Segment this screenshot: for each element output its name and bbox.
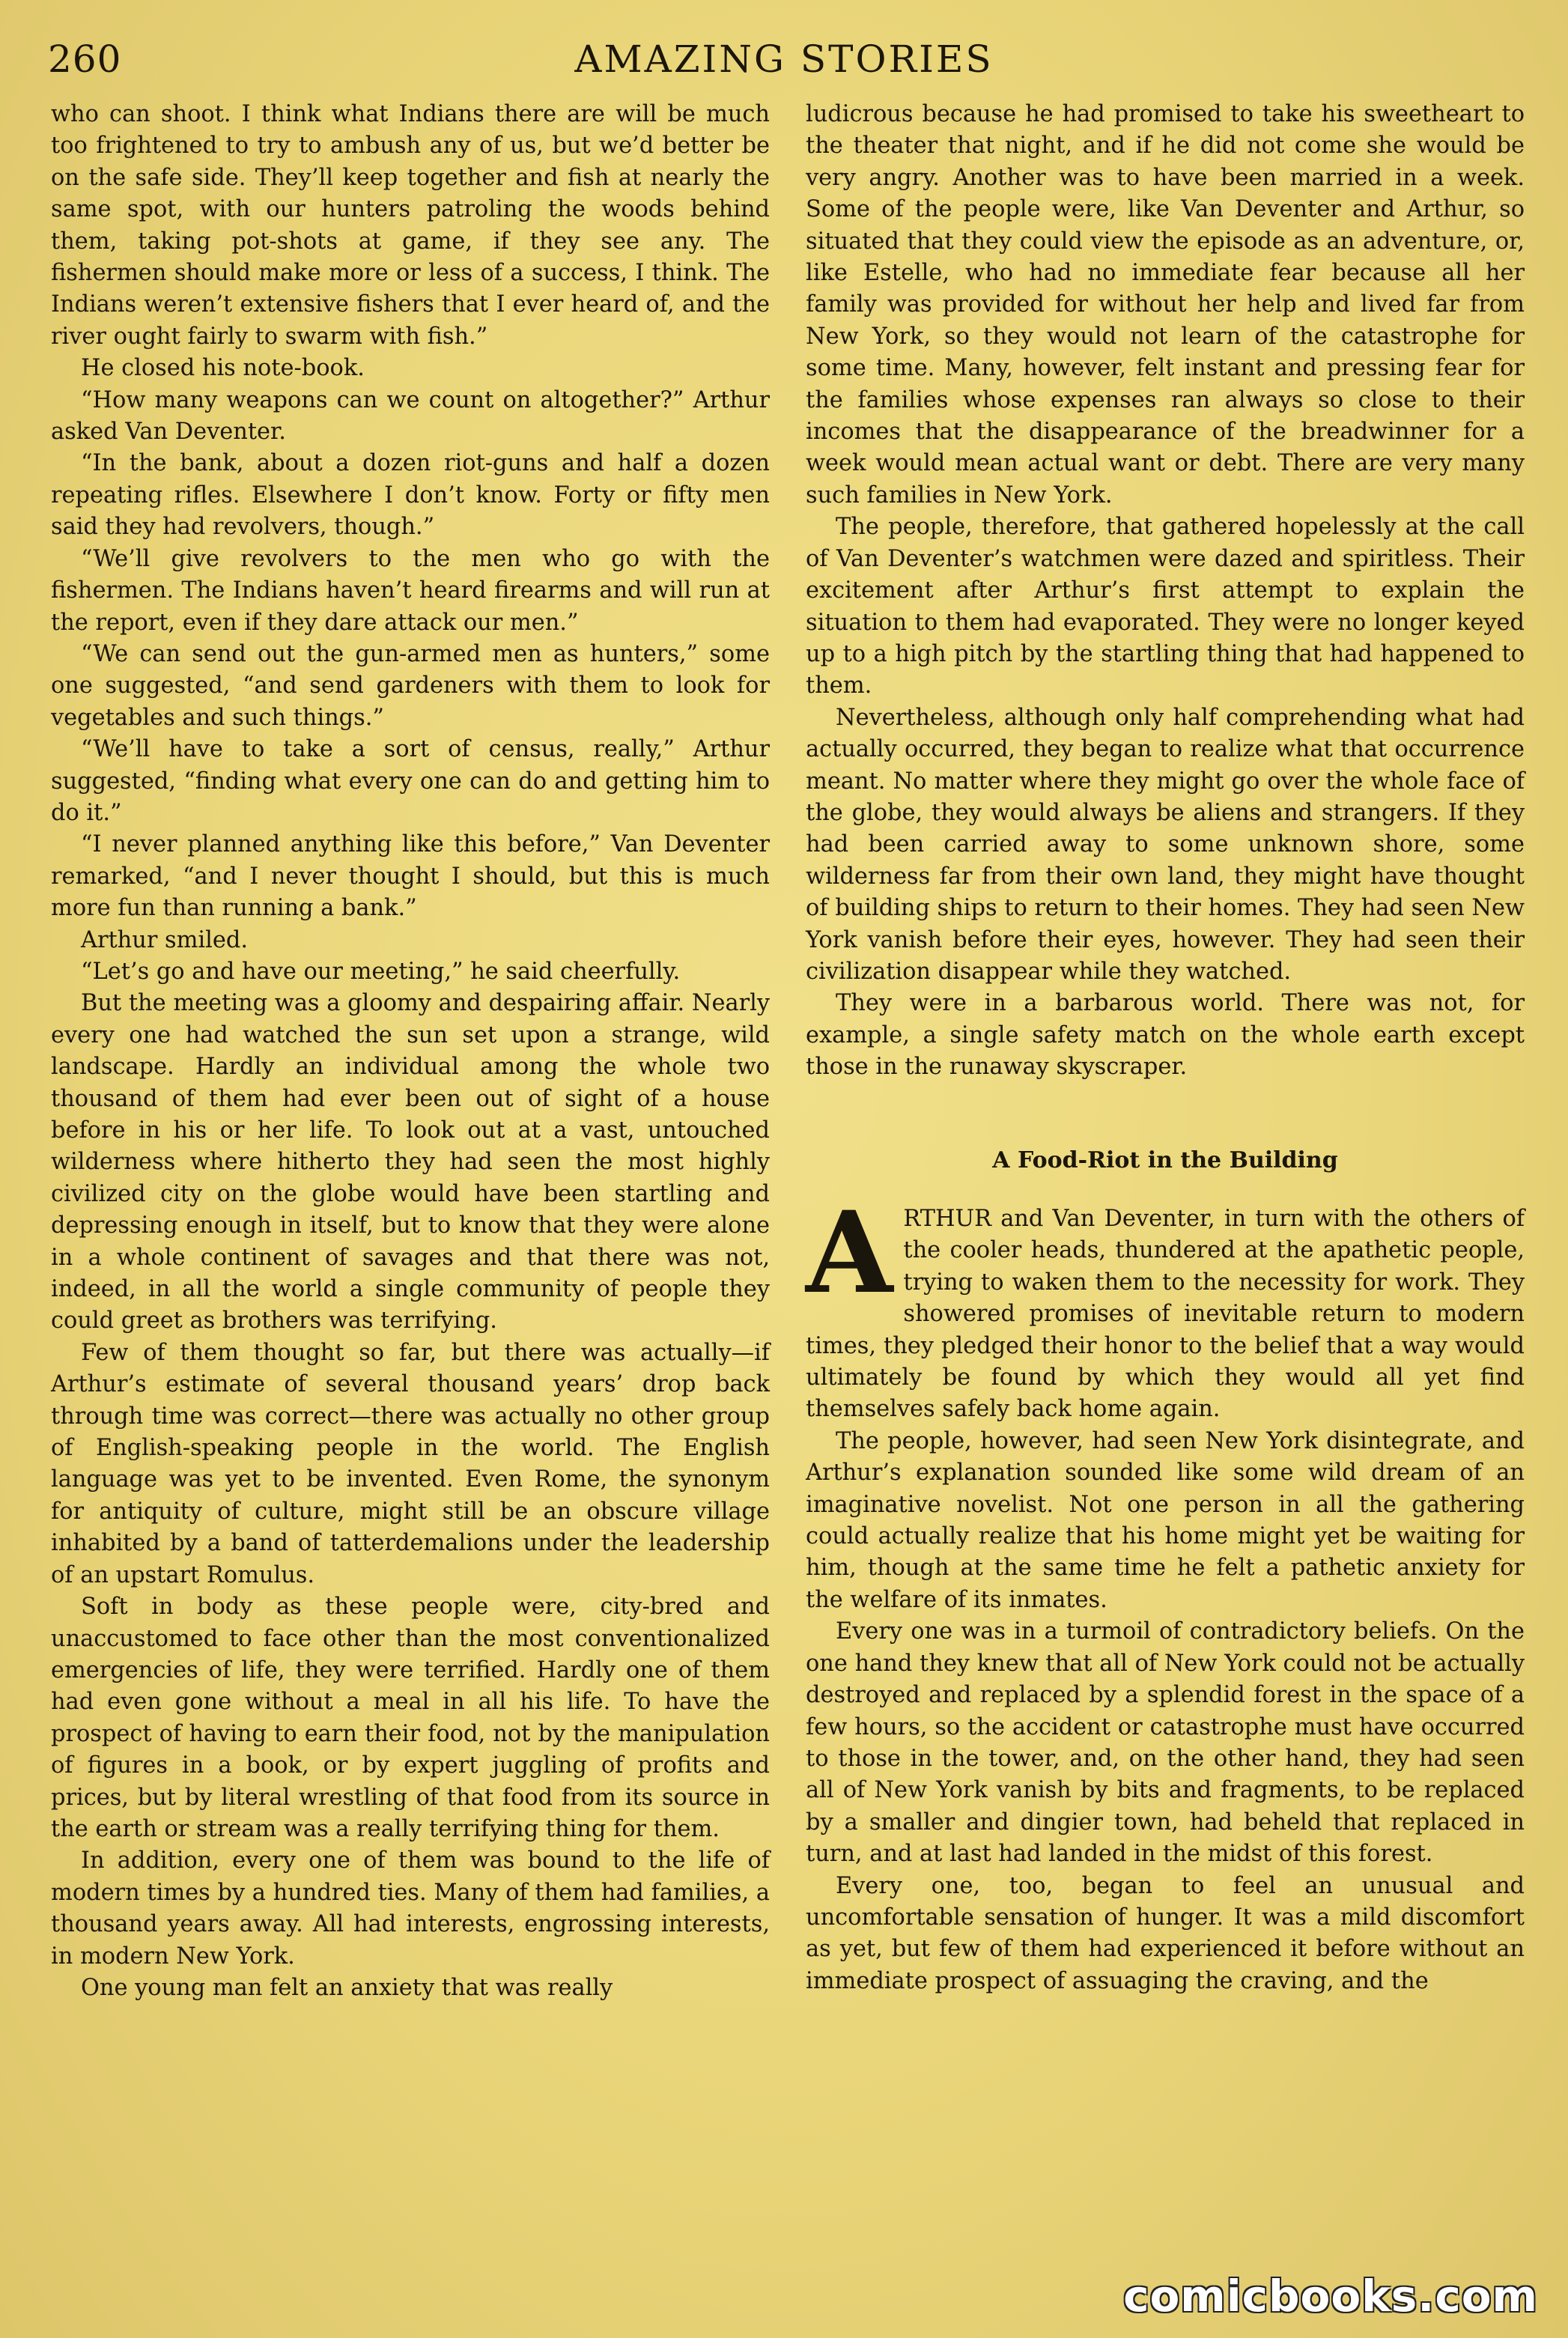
paragraph: “We can send out the gun-armed men as hunters,” some one suggested, “and send gardeners with them to look for vegetables and such things.” bbox=[51, 640, 770, 731]
page-number: 260 bbox=[48, 37, 122, 81]
section-heading: A Food-Riot in the Building bbox=[992, 1147, 1338, 1173]
paragraph: They were in a barbarous world. There was not, for example, a single safety match on the whole earth except those in the runaway skyscraper. bbox=[806, 990, 1525, 1081]
paragraph: “We’ll have to take a sort of census, really,” Arthur suggested, “finding what every one can do and getting him to do it.” bbox=[51, 736, 770, 826]
paragraph: The people, therefore, that gathered hopelessly at the call of Van Deventer’s watchmen were dazed and spiritless. Their excitement after Arthur’s first attempt to explain the situation to them had evaporated. They were no longer keyed up to a high pitch by the startling thing that had happened to them. bbox=[806, 514, 1525, 699]
paragraph: who can shoot. I think what Indians there are will be much too frightened to try to ambush any of us, but we’d better be on the safe side. They’ll keep together and fish at nearly the same spot, with our hunters patroling the woods behind them, taking pot-shots at game, if they see any. The fishermen should make more or less of a success, I think. The Indians weren’t extensive fishers that I ever heard of, and the river ought fairly to swarm with fish.” bbox=[51, 101, 770, 350]
paragraph: “I never planned anything like this before,” Van Deventer remarked, “and I never thought I should, but this is much more fun than running a bank.” bbox=[51, 831, 770, 922]
paragraph: In addition, every one of them was bound to the life of modern times by a hundred ties. Many of them had families, a thousand years away. All had interests, engrossing interests, in modern New York. bbox=[51, 1847, 770, 1970]
right-column bbox=[806, 99, 1525, 1997]
paragraph: Nevertheless, although only half comprehending what had actually occurred, they began to realize what that occurrence meant. No matter where they might go over the whole face of the globe, they would always be aliens and strangers. If they had been carried away to some unknown shore, some wilderness far from their own land, they might have thought of building ships to return to their homes. They had seen New York vanish before their eyes, however. They had seen their civilization disappear while they watched. bbox=[806, 704, 1525, 985]
left-column bbox=[51, 99, 770, 2004]
paragraph: “Let’s go and have our meeting,” he said cheerfully. bbox=[81, 958, 681, 985]
paragraph: But the meeting was a gloomy and despairing affair. Nearly every one had watched the sun set upon a strange, wild landscape. Hardly an individual among the whole two thousand of them had ever been out of sight of a house before in his or her life. To look out at a vast, untouched wilderness where hitherto they had seen the most highly civilized city on the globe would have been startling and depressing enough in itself, but to know that they were alone in a whole continent of savages and that there was not, indeed, in all the world a single community of people they could greet as brothers was terrifying. bbox=[51, 990, 770, 1335]
drop-cap: A bbox=[806, 1187, 893, 1319]
paragraph: ludicrous because he had promised to take his sweetheart to the theater that night, and if he did not come she would be very angry. Another was to have been married in a week. Some of the people were, like Van Deventer and Arthur, so situated that they could view the episode as an adventure, or, like Estelle, who had no immediate fear because all her family was provided for without her help and lived far from New York, so they would not learn of the catastrophe for some time. Many, however, felt instant and pressing fear for the families whose expenses ran always so close to their incomes that the disappearance of the breadwinner for a week would mean actual want or debt. There are very many such families in New York. bbox=[806, 101, 1525, 508]
running-title: AMAZING STORIES bbox=[574, 37, 994, 81]
paragraph: “We’ll give revolvers to the men who go with the fishermen. The Indians haven’t heard firearms and will run at the report, even if they dare attack our men.” bbox=[51, 545, 770, 636]
watermark: comicbooks.com bbox=[1123, 2271, 1538, 2322]
paragraph: One young man felt an anxiety that was really bbox=[81, 1974, 613, 2001]
paragraph: Every one was in a turmoil of contradictory beliefs. On the one hand they knew that all of New York could not be actually destroyed and replaced by a splendid forest in the space of a few hours, so the accident or catastrophe must have occurred to those in the tower, and, on the other hand, they had seen all of New York vanish by bits and fragments, to be replaced by a smaller and dingier town, had beheld that replaced in turn, and at last had landed in the midst of this forest. bbox=[806, 1618, 1525, 1868]
paragraph: He closed his note-book. bbox=[81, 355, 365, 382]
paragraph: Few of them thought so far, but there was actually—if Arthur’s estimate of several thousand years’ drop back through time was correct—there was actually no other group of English-speaking people in the world. The English language was yet to be invented. Even Rome, the synonym for antiquity of culture, might still be an obscure village inhabited by a band of tatterdemalions under the leadership of an upstart Romulus. bbox=[51, 1339, 770, 1588]
paragraph: “In the bank, about a dozen riot-guns and half a dozen repeating rifles. Elsewhere I don’t know. Forty or fifty men said they had revolvers, though.” bbox=[51, 450, 770, 541]
paragraph: The people, however, had seen New York disintegrate, and Arthur’s explanation sounded like some wild dream of an imaginative novelist. Not one person in all the gathering could actually realize that his home might yet be waiting for him, though at the same time he felt a pathetic anxiety for the welfare of its inmates. bbox=[806, 1427, 1525, 1613]
paragraph: Arthur smiled. bbox=[81, 926, 248, 953]
paragraph: Soft in body as these people were, city-bred and unaccustomed to face other than the most conventionalized emergencies of life, they were terrified. Hardly one of them had even gone without a meal in all his life. To have the prospect of having to earn their food, not by the manipulation of figures in a book, or by expert juggling of profits and prices, but by literal wrestling of that food from its source in the earth or stream was a really terrifying thing for them. bbox=[51, 1594, 770, 1842]
dropcap-paragraph-text: RTHUR and Van Deventer, in turn with the others of the cooler heads, thundered at the apathetic people, trying to waken them to the necessity for work. They showered promises of inevitable return to modern times, they pledged their honor to the belief that a way would ultimately be found by which they would all yet find themselves safely back home again. bbox=[806, 1206, 1525, 1423]
paragraph: Every one, too, began to feel an unusual and uncomfortable sensation of hunger. It was a mild discomfort as yet, but few of them had experienced it before without an immediate prospect of assuaging the craving, and the bbox=[806, 1872, 1525, 1994]
paragraph: “How many weapons can we count on altogether?” Arthur asked Van Deventer. bbox=[51, 386, 770, 446]
dropcap-paragraph bbox=[806, 1187, 1525, 1426]
